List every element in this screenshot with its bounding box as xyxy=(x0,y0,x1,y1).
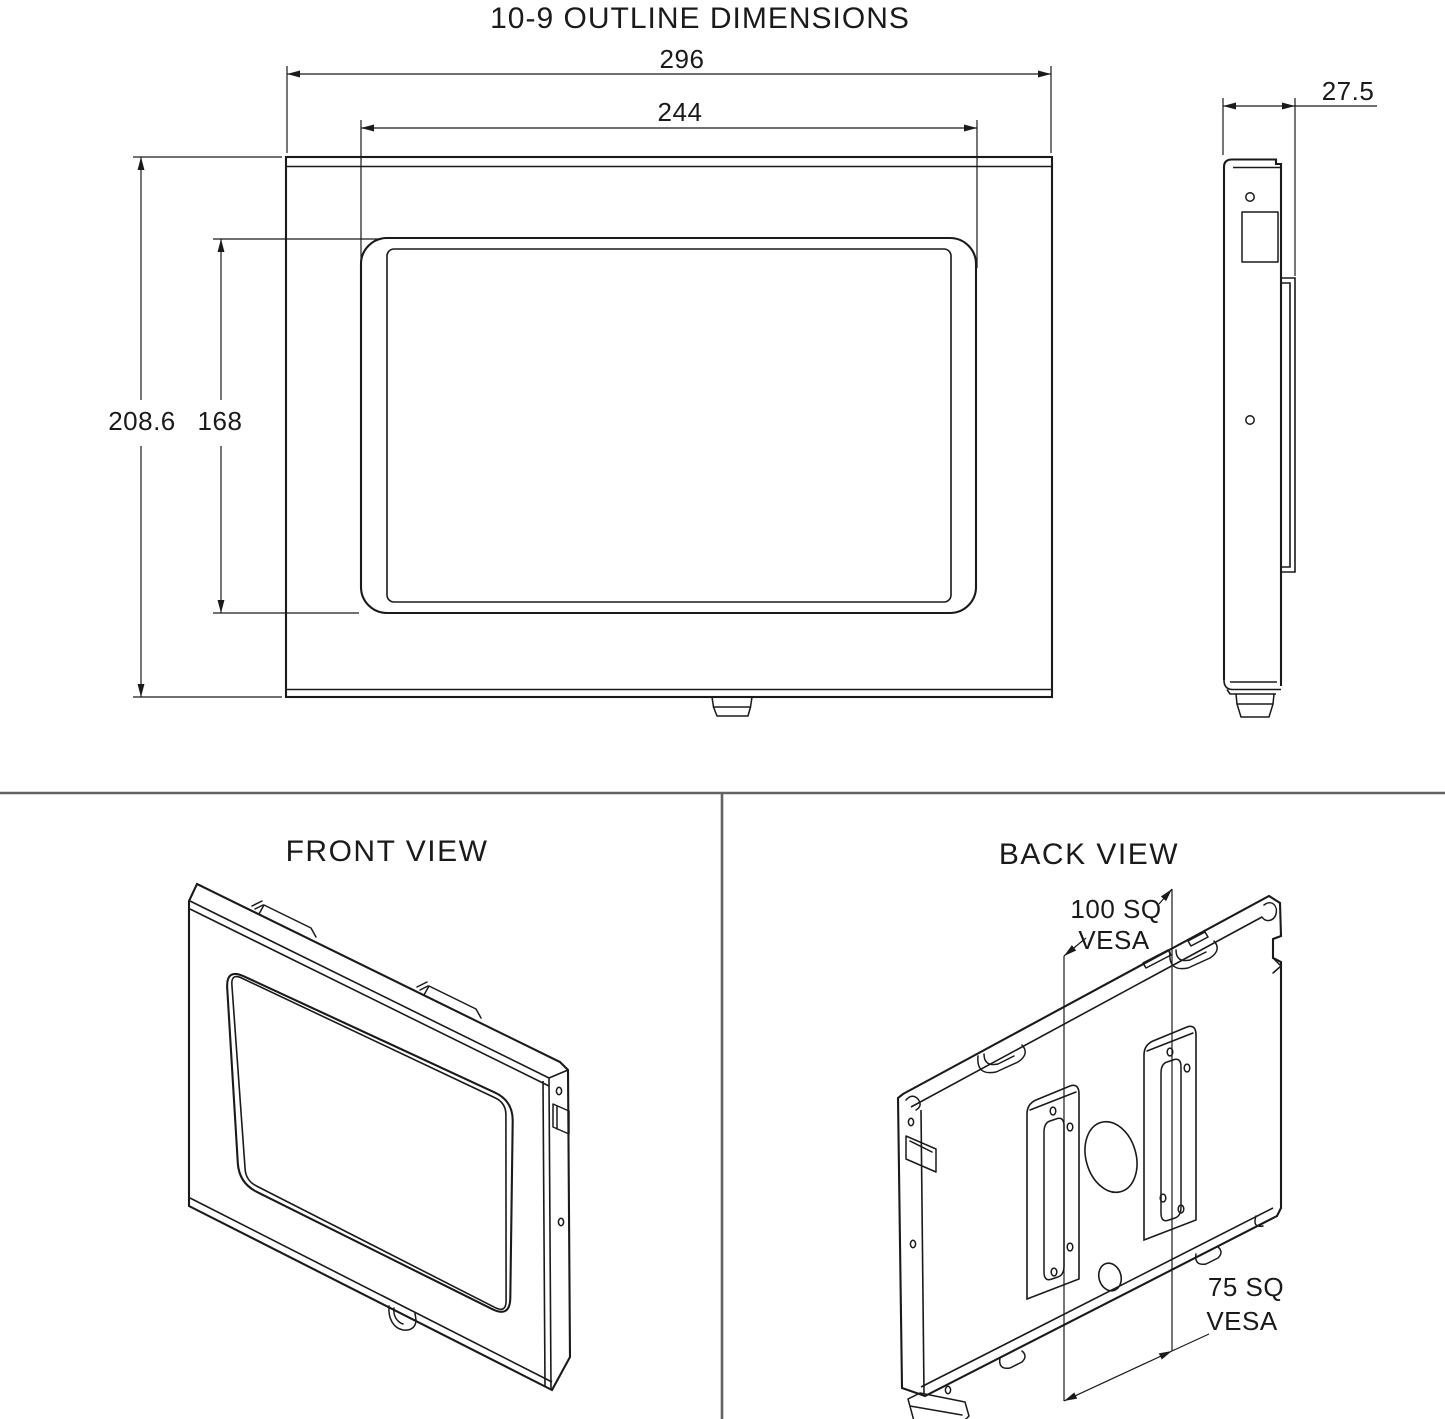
vesa-left-hole-2 xyxy=(1067,1123,1073,1131)
screen-outline xyxy=(387,249,951,602)
front-iso-right-seam xyxy=(543,1081,545,1386)
front-iso-top-seam xyxy=(190,909,549,1086)
vesa-right-hole-2 xyxy=(1184,1064,1190,1072)
vesa100-label-line2: VESA xyxy=(1078,925,1150,955)
vesa-left-hole-4 xyxy=(1051,1268,1057,1276)
front-iso-side-hole-bottom xyxy=(558,1218,563,1225)
front-view-isometric xyxy=(189,884,570,1390)
dim-depth xyxy=(1223,76,1377,276)
dim-height-outer-value: 208.6 xyxy=(108,406,176,436)
back-iso-band-hole-bottom xyxy=(910,1240,915,1247)
front-iso-screw-2 xyxy=(417,982,428,990)
front-iso-corner-fold xyxy=(549,1070,568,1078)
outline-dimensions xyxy=(108,44,1051,697)
front-iso-right-fold xyxy=(549,1078,551,1389)
back-iso-topright-hook xyxy=(1262,903,1276,921)
front-iso-tab-2 xyxy=(424,986,481,1018)
vesa-left-hole-1 xyxy=(1050,1107,1056,1115)
back-iso-bottom-hole xyxy=(945,1386,950,1393)
page-title: 10-9 OUTLINE DIMENSIONS xyxy=(490,2,910,35)
front-iso-screw-1 xyxy=(252,901,263,909)
back-iso-camera-hole xyxy=(1077,1116,1145,1199)
back-iso-bottom-hook-1 xyxy=(1000,1351,1025,1368)
back-iso-foot xyxy=(908,1393,969,1419)
vesa75-label-line1: 75 SQ xyxy=(1207,1272,1285,1302)
outline-front-view xyxy=(286,157,1052,716)
front-iso-bezel xyxy=(227,974,513,1312)
vesa-left-hole-3 xyxy=(1067,1243,1073,1251)
front-iso-side-hole-top xyxy=(556,1087,561,1094)
front-iso-lock-slot xyxy=(553,1104,569,1134)
side-vesa-plate-inner xyxy=(1281,283,1290,567)
back-view-title: BACK VIEW xyxy=(998,838,1180,871)
front-view-title: FRONT VIEW xyxy=(285,835,489,868)
outline-side-view xyxy=(1223,76,1377,717)
front-iso-bottom-seam xyxy=(190,1198,552,1382)
back-iso-small-hole xyxy=(1096,1261,1125,1294)
back-view-isometric xyxy=(898,896,1281,1419)
dim-depth-value: 27.5 xyxy=(1321,76,1375,106)
side-foot xyxy=(1236,694,1274,717)
back-iso-vesa-plate-left xyxy=(1027,1085,1079,1299)
front-iso-screen xyxy=(232,977,506,1310)
vesa75-label-line2: VESA xyxy=(1206,1306,1278,1336)
side-vesa-plate-outer xyxy=(1281,278,1295,572)
back-iso-vesa-right-slot xyxy=(1161,1059,1181,1220)
dim-height-outer xyxy=(108,157,282,697)
dim-width-outer-value: 296 xyxy=(659,44,705,74)
back-iso-left-fold xyxy=(921,1110,924,1393)
dim-width-inner xyxy=(361,97,977,268)
dim-height-inner xyxy=(198,239,380,613)
side-screw-hole-mid xyxy=(1246,416,1254,424)
front-iso-top-fold xyxy=(190,901,549,1078)
back-iso-band-hole-top xyxy=(908,1118,913,1125)
vesa100-label-line1: 100 SQ xyxy=(1070,894,1162,924)
front-iso-tab-1 xyxy=(259,905,316,937)
back-iso-vesa-left-slot xyxy=(1044,1118,1064,1279)
side-screw-hole-top xyxy=(1246,193,1254,201)
back-iso-vesa-plate-right xyxy=(1144,1026,1196,1240)
side-notch xyxy=(1242,212,1278,262)
dim-height-inner-value: 168 xyxy=(197,406,243,436)
dim-width-inner-value: 244 xyxy=(657,97,703,127)
bezel-outline xyxy=(361,238,976,613)
